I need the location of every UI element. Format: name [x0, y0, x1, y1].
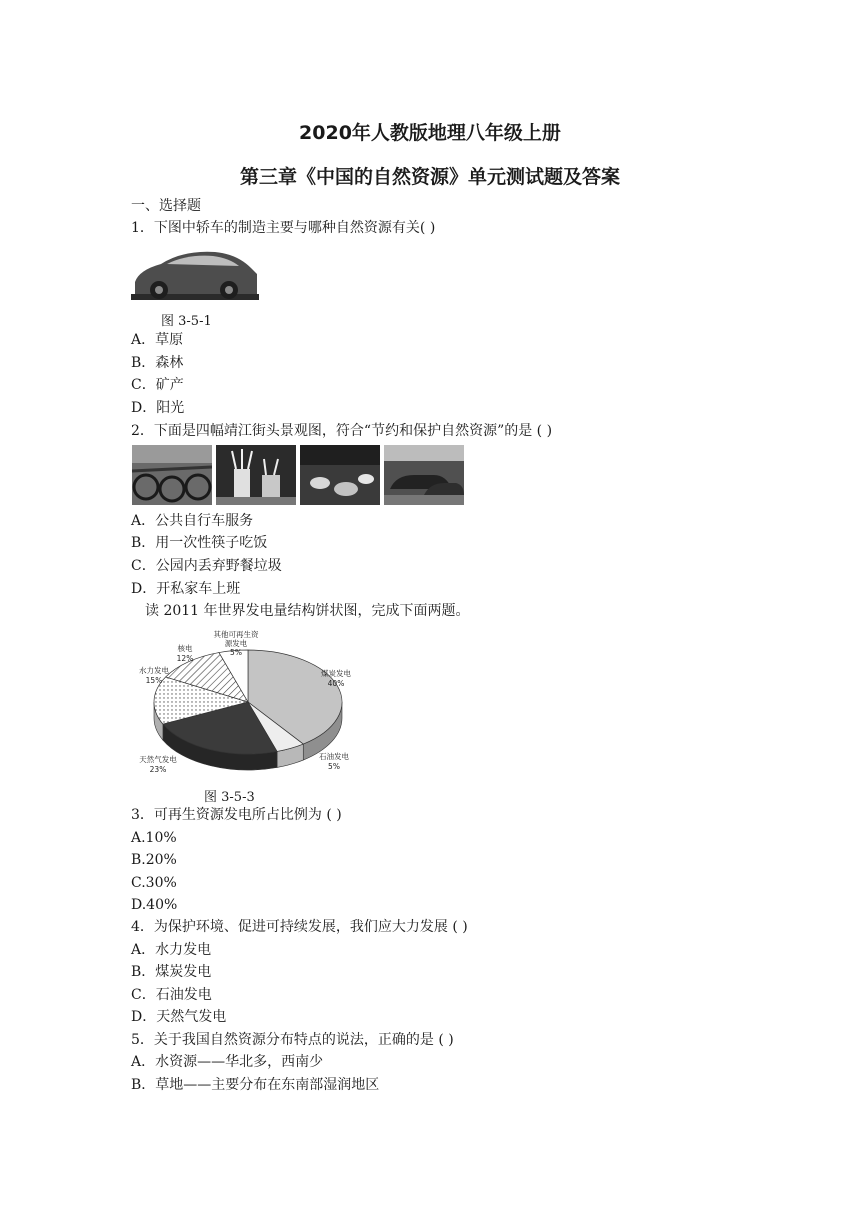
- q2-stem: 2．下面是四幅靖江街头景观图，符合“节约和保护自然资源”的是 ( ): [131, 423, 553, 439]
- q4-option-d: D．天然气发电: [131, 1009, 227, 1025]
- pie-label-other-renewable-line2: 源发电: [224, 639, 248, 648]
- pie-label-hydro: 水力发电: [139, 666, 169, 675]
- private-cars-photo: [384, 445, 464, 505]
- pie-label-coal: 煤炭发电: [321, 669, 351, 678]
- q3-option-a: A.10%: [131, 830, 177, 846]
- q1-option-a: A．草原: [131, 332, 184, 348]
- figure-caption-3-5-3: 图 3-5-3: [204, 790, 255, 805]
- power-structure-pie-chart: [130, 624, 370, 782]
- pie-value-coal: 40%: [327, 679, 345, 688]
- q2-option-c: C．公园内丢弃野餐垃圾: [131, 558, 282, 574]
- car-photo: [131, 244, 259, 302]
- q3-stem: 3．可再生资源发电所占比例为 ( ): [131, 807, 342, 823]
- pie-value-nuclear: 12%: [176, 654, 194, 663]
- pie-label-oil: 石油发电: [319, 752, 349, 761]
- q1-option-d: D．阳光: [131, 400, 185, 416]
- q1-option-c: C．矿产: [131, 377, 184, 393]
- document-subtitle: 第三章《中国的自然资源》单元测试题及答案: [239, 166, 620, 188]
- pie-value-other-renewable: 5%: [230, 648, 242, 657]
- q4-stem: 4．为保护环境、促进可持续发展，我们应大力发展 ( ): [131, 919, 468, 935]
- document-title: 2020年人教版地理八年级上册: [299, 122, 561, 144]
- q5-option-a: A．水资源——华北多，西南少: [131, 1054, 324, 1070]
- section-heading: 一、选择题: [131, 198, 201, 214]
- chart-intro: 读 2011 年世界发电量结构饼状图，完成下面两题。: [145, 603, 470, 619]
- pie-label-other-renewable-line1: 其他可再生资: [213, 630, 259, 639]
- q3-option-b: B.20%: [131, 852, 177, 868]
- q2-option-a: A．公共自行车服务: [131, 513, 254, 529]
- q3-option-d: D.40%: [131, 897, 178, 913]
- figure-caption-3-5-1: 图 3-5-1: [161, 314, 212, 329]
- q3-option-c: C.30%: [131, 875, 177, 891]
- q1-option-b: B．森林: [131, 355, 184, 371]
- pie-label-nuclear: 核电: [177, 644, 193, 653]
- park-litter-photo: [300, 445, 380, 505]
- q2-option-d: D．开私家车上班: [131, 581, 241, 597]
- q1-stem: 1．下图中轿车的制造主要与哪种自然资源有关( ): [131, 220, 436, 236]
- bicycles-photo: [132, 445, 212, 505]
- q4-option-b: B．煤炭发电: [131, 964, 212, 980]
- q4-option-a: A．水力发电: [131, 942, 212, 958]
- pie-value-oil: 5%: [328, 762, 340, 771]
- pie-value-hydro: 15%: [145, 676, 163, 685]
- chopsticks-photo: [216, 445, 296, 505]
- q2-option-b: B．用一次性筷子吃饭: [131, 535, 268, 551]
- q5-option-b: B．草地——主要分布在东南部湿润地区: [131, 1077, 380, 1093]
- pie-label-gas: 天然气发电: [139, 755, 177, 764]
- q5-stem: 5．关于我国自然资源分布特点的说法，正确的是 ( ): [131, 1032, 454, 1048]
- q4-option-c: C．石油发电: [131, 987, 212, 1003]
- pie-value-gas: 23%: [149, 765, 167, 774]
